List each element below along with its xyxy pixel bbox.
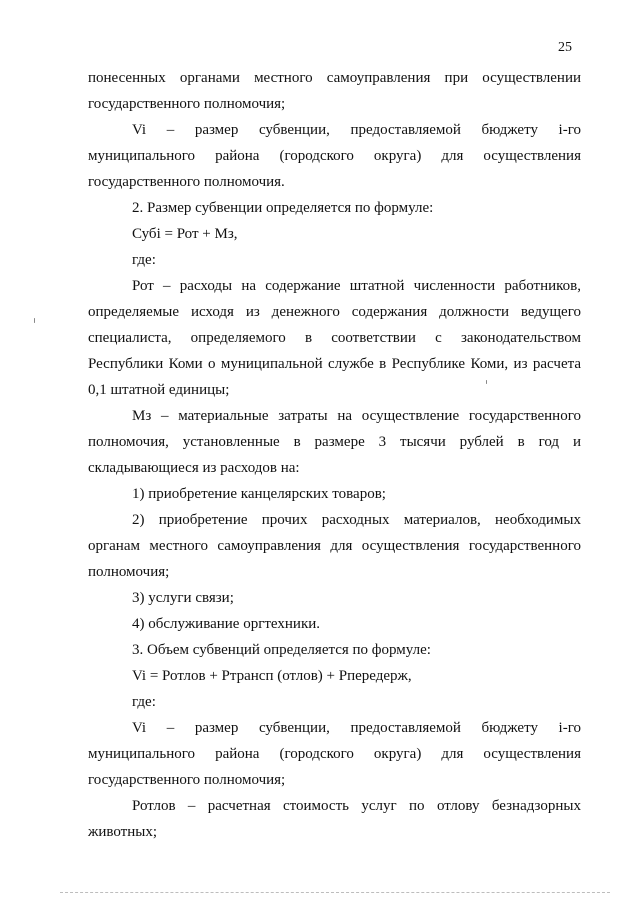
text-line: Vi – размер субвенции, предоставляемой бюджету i-го bbox=[132, 122, 581, 138]
list-item: 3) услуги связи; bbox=[132, 590, 234, 606]
text-line: Рот – расходы на содержание штатной численности работников, bbox=[132, 278, 581, 294]
formula: Субi = Рот + Мз, bbox=[132, 226, 238, 242]
text-line: где: bbox=[132, 252, 156, 268]
text-line: 3. Объем субвенций определяется по формуле: bbox=[132, 642, 431, 658]
text-line: где: bbox=[132, 694, 156, 710]
text-line: полномочия, установленные в размере 3 тысячи рублей в год и bbox=[88, 434, 581, 450]
text-line: муниципального района (городского округа) для осуществления bbox=[88, 746, 581, 762]
list-item: 1) приобретение канцелярских товаров; bbox=[132, 486, 386, 502]
text-line: животных; bbox=[88, 824, 158, 840]
text-line: Ротлов – расчетная стоимость услуг по отлову безнадзорных bbox=[132, 798, 581, 814]
text-line: государственного полномочия; bbox=[88, 96, 286, 112]
scan-edge-line bbox=[60, 892, 610, 893]
text-line: органам местного самоуправления для осуществления государственного bbox=[88, 538, 581, 554]
text-line: полномочия; bbox=[88, 564, 170, 580]
text-line: специалиста, определяемого в соответствии с законодательством bbox=[88, 330, 581, 346]
scan-speck bbox=[34, 318, 35, 323]
text-line: 0,1 штатной единицы; bbox=[88, 382, 230, 398]
list-item: 2) приобретение прочих расходных материалов, необходимых bbox=[132, 512, 581, 528]
scan-speck bbox=[486, 380, 487, 384]
text-line: понесенных органами местного самоуправления при осуществлении bbox=[88, 70, 581, 86]
text-line: 2. Размер субвенции определяется по формуле: bbox=[132, 200, 434, 216]
formula: Vi = Ротлов + Ртрансп (отлов) + Рпередерж, bbox=[132, 668, 412, 684]
text-line: муниципального района (городского округа) для осуществления bbox=[88, 148, 581, 164]
text-line: государственного полномочия; bbox=[88, 772, 286, 788]
text-line: Мз – материальные затраты на осуществление государственного bbox=[132, 408, 581, 424]
text-line: определяемые исходя из денежного содержания должности ведущего bbox=[88, 304, 581, 320]
list-item: 4) обслуживание оргтехники. bbox=[132, 616, 321, 632]
text-line: складывающиеся из расходов на: bbox=[88, 460, 300, 476]
document-body bbox=[88, 65, 581, 845]
text-line: Vi – размер субвенции, предоставляемой бюджету i-го bbox=[132, 720, 581, 736]
text-line: государственного полномочия. bbox=[88, 174, 285, 190]
page-number: 25 bbox=[558, 40, 572, 55]
text-line: Республики Коми о муниципальной службе в Республике Коми, из расчета bbox=[88, 356, 581, 372]
